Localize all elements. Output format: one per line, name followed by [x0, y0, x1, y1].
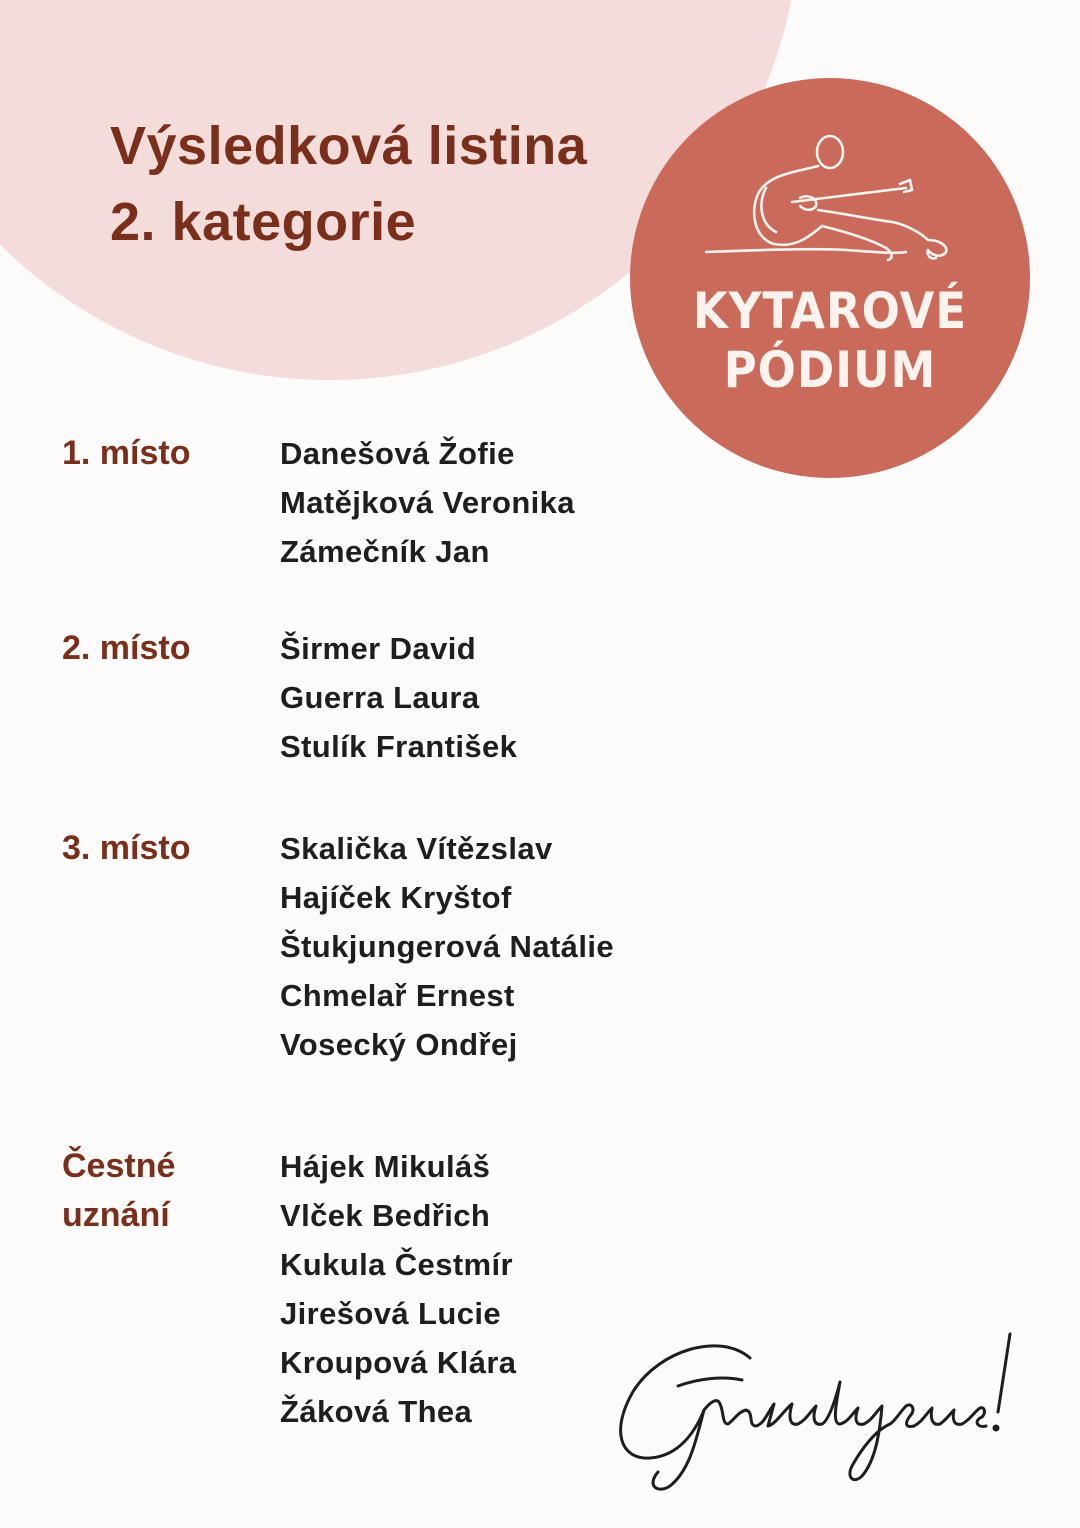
logo-text-line-1: KYTAROVÉ [692, 282, 968, 340]
name-list [280, 624, 517, 771]
list-item: Kroupová Klára [280, 1345, 517, 1380]
place-label-line: 1. místo [62, 434, 191, 472]
page-title [110, 108, 587, 260]
list-item: Širmer David [280, 631, 477, 666]
kytarove-podium-logo [630, 78, 1030, 478]
list-item: Stulík František [280, 729, 518, 764]
place-label-line: 2. místo [62, 629, 191, 667]
name-list [280, 1142, 516, 1436]
place-label [62, 624, 190, 673]
list-item: Žáková Thea [280, 1394, 473, 1429]
name-list [280, 429, 575, 576]
list-item: Jirešová Lucie [280, 1296, 501, 1331]
list-item: Skalička Vítězslav [280, 831, 553, 866]
title-line-1: Výsledková listina [110, 116, 588, 176]
list-item: Vosecký Ondřej [280, 1027, 518, 1062]
list-item: Vlček Bedřich [280, 1198, 491, 1233]
place-label-line: Čestné [62, 1147, 176, 1185]
place-label [62, 824, 190, 873]
list-item: Hájek Mikuláš [280, 1149, 491, 1184]
logo-text-line-2: PÓDIUM [723, 341, 937, 399]
list-item: Chmelař Ernest [280, 978, 515, 1013]
list-item: Kukula Čestmír [280, 1247, 513, 1282]
place-label [62, 429, 190, 478]
gratulujeme-signature [600, 1320, 1040, 1500]
place-label [62, 1142, 175, 1240]
list-item: Matějková Veronika [280, 485, 575, 520]
list-item: Guerra Laura [280, 680, 480, 715]
place-label-line: uznání [62, 1196, 170, 1234]
list-item: Štukjungerová Natálie [280, 929, 614, 964]
list-item: Hajíček Kryštof [280, 880, 512, 915]
list-item: Zámečník Jan [280, 534, 490, 569]
name-list [280, 824, 614, 1069]
title-line-2: 2. kategorie [110, 192, 417, 252]
list-item: Danešová Žofie [280, 436, 515, 471]
guitarist-icon [696, 128, 966, 278]
place-label-line: 3. místo [62, 829, 191, 867]
